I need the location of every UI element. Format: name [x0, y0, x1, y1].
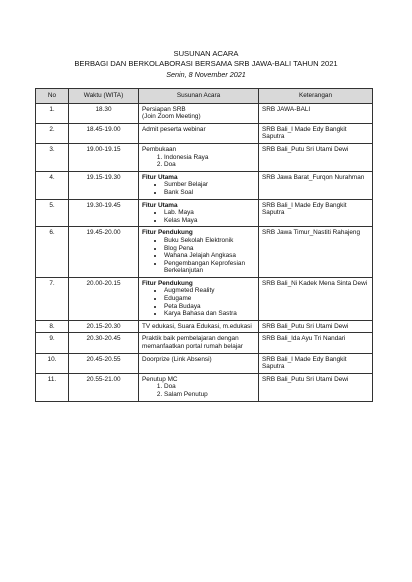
row-note: SRB Jawa Barat_Furqon Nurahman: [259, 171, 373, 199]
agenda-title: TV edukasi, Suara Edukasi, m.edukasi: [142, 322, 252, 330]
row-agenda: [139, 199, 259, 227]
agenda-sublist-item: 2. Salam Penutup: [164, 391, 255, 399]
row-note: SRB Bali_I Made Edy Bangkit Saputra: [259, 353, 373, 373]
agenda-title: Persiapan SRB: [142, 105, 186, 113]
agenda-sublist-item: • Bank Soal: [164, 189, 255, 197]
agenda-line: (Join Zoom Meeting): [142, 113, 201, 121]
row-time: 20.45-20.55: [69, 353, 139, 373]
agenda-sublist-item: • Peta Budaya: [164, 303, 255, 311]
row-note: SRB JAWA-BALI: [259, 103, 373, 123]
agenda-table-body: [36, 103, 373, 401]
agenda-title: Admit peserta webinar: [142, 125, 206, 133]
table-row: [36, 277, 373, 320]
agenda-title: Penutup MC: [142, 375, 178, 383]
row-agenda: [139, 123, 259, 143]
agenda-sublist: [142, 154, 255, 169]
row-time: 20.30-20.45: [69, 333, 139, 353]
agenda-sublist: [142, 237, 255, 275]
agenda-sublist-item: 1. Doa: [164, 383, 255, 391]
row-agenda: [139, 320, 259, 333]
row-agenda: [139, 143, 259, 171]
row-note: SRB Bali_Putu Sri Utami Dewi: [259, 143, 373, 171]
row-note: SRB Bali_Ni Kadek Mena Sinta Dewi: [259, 277, 373, 320]
row-number: 10.: [36, 353, 69, 373]
row-time: 20.55-21.00: [69, 373, 139, 401]
agenda-table: [35, 88, 373, 402]
row-time: 18.30: [69, 103, 139, 123]
agenda-sublist-item: • Buku Sekolah Elektronik: [164, 237, 255, 245]
row-number: 3.: [36, 143, 69, 171]
column-header-no: No: [36, 89, 69, 104]
row-number: 4.: [36, 171, 69, 199]
row-note: SRB Bali_Putu Sri Utami Dewi: [259, 373, 373, 401]
agenda-sublist: [142, 181, 255, 196]
row-time: 20.15-20.30: [69, 320, 139, 333]
row-agenda: [139, 333, 259, 353]
row-time: 18.45-19.00: [69, 123, 139, 143]
row-note: SRB Bali_I Made Edy Bangkit Saputra: [259, 199, 373, 227]
agenda-sublist-item: • Karya Bahasa dan Sastra: [164, 310, 255, 318]
column-header-agenda: Susunan Acara: [139, 89, 259, 104]
document-subtitle: BERBAGI DAN BERKOLABORASI BERSAMA SRB JAWA-BALI TAHUN 2021: [74, 59, 338, 68]
table-row: [36, 373, 373, 401]
column-header-notes: Keterangan: [259, 89, 373, 104]
row-agenda: [139, 103, 259, 123]
row-agenda: [139, 353, 259, 373]
row-number: 2.: [36, 123, 69, 143]
table-row: [36, 123, 373, 143]
row-agenda: [139, 227, 259, 278]
event-date: Senin, 8 November 2021: [166, 70, 246, 79]
row-note: SRB Bali_Ida Ayu Tri Nandari: [259, 333, 373, 353]
agenda-sublist: [142, 209, 255, 224]
row-note: SRB Jawa Timur_Nastiti Rahajeng: [259, 227, 373, 278]
row-time: 19.15-19.30: [69, 171, 139, 199]
agenda-title: Doorprize (Link Absensi): [142, 355, 212, 363]
agenda-sublist: [142, 287, 255, 317]
row-time: 19.45-20.00: [69, 227, 139, 278]
row-number: 1.: [36, 103, 69, 123]
agenda-title: Fitur Utama: [142, 201, 178, 209]
table-row: [36, 103, 373, 123]
agenda-sublist-item: 2. Doa: [164, 161, 255, 169]
agenda-sublist-item: • Lab. Maya: [164, 209, 255, 217]
agenda-sublist-item: • Wahana Jelajah Angkasa: [164, 252, 255, 260]
row-number: 6.: [36, 227, 69, 278]
agenda-title: Pembukaan: [142, 145, 177, 153]
agenda-sublist: [142, 383, 255, 398]
table-row: [36, 227, 373, 278]
row-number: 9.: [36, 333, 69, 353]
agenda-sublist-item: • Sumber Belajar: [164, 181, 255, 189]
row-number: 8.: [36, 320, 69, 333]
agenda-title: Fitur Pendukung: [142, 229, 193, 237]
row-agenda: [139, 277, 259, 320]
column-header-time: Waktu (WITA): [69, 89, 139, 104]
table-row: [36, 333, 373, 353]
agenda-title: Praktik baik pembelajaran dengan memanfaatkan portal rumah belajar: [142, 335, 243, 351]
row-agenda: [139, 373, 259, 401]
row-note: SRB Bali_I Made Edy Bangkit Saputra: [259, 123, 373, 143]
row-time: 19.00-19.15: [69, 143, 139, 171]
agenda-sublist-item: • Kelas Maya: [164, 217, 255, 225]
table-row: [36, 320, 373, 333]
row-time: 19.30-19.45: [69, 199, 139, 227]
document-title: SUSUNAN ACARA: [173, 49, 239, 58]
row-agenda: [139, 171, 259, 199]
table-row: [36, 171, 373, 199]
agenda-sublist-item: • Pengembangan Keprofesian Berkelanjutan: [164, 260, 255, 275]
row-number: 5.: [36, 199, 69, 227]
row-number: 11.: [36, 373, 69, 401]
agenda-sublist-item: 1. Indonesia Raya: [164, 154, 255, 162]
table-row: [36, 199, 373, 227]
table-row: [36, 143, 373, 171]
row-number: 7.: [36, 277, 69, 320]
table-row: [36, 353, 373, 373]
agenda-sublist-item: • Blog Pena: [164, 245, 255, 253]
agenda-title: Fitur Pendukung: [142, 279, 193, 287]
agenda-title: Fitur Utama: [142, 173, 178, 181]
agenda-sublist-item: • Augmeted Reality: [164, 287, 255, 295]
row-time: 20.00-20.15: [69, 277, 139, 320]
row-note: SRB Bali_Putu Sri Utami Dewi: [259, 320, 373, 333]
table-header-row: [36, 89, 373, 104]
agenda-sublist-item: • Edugame: [164, 295, 255, 303]
